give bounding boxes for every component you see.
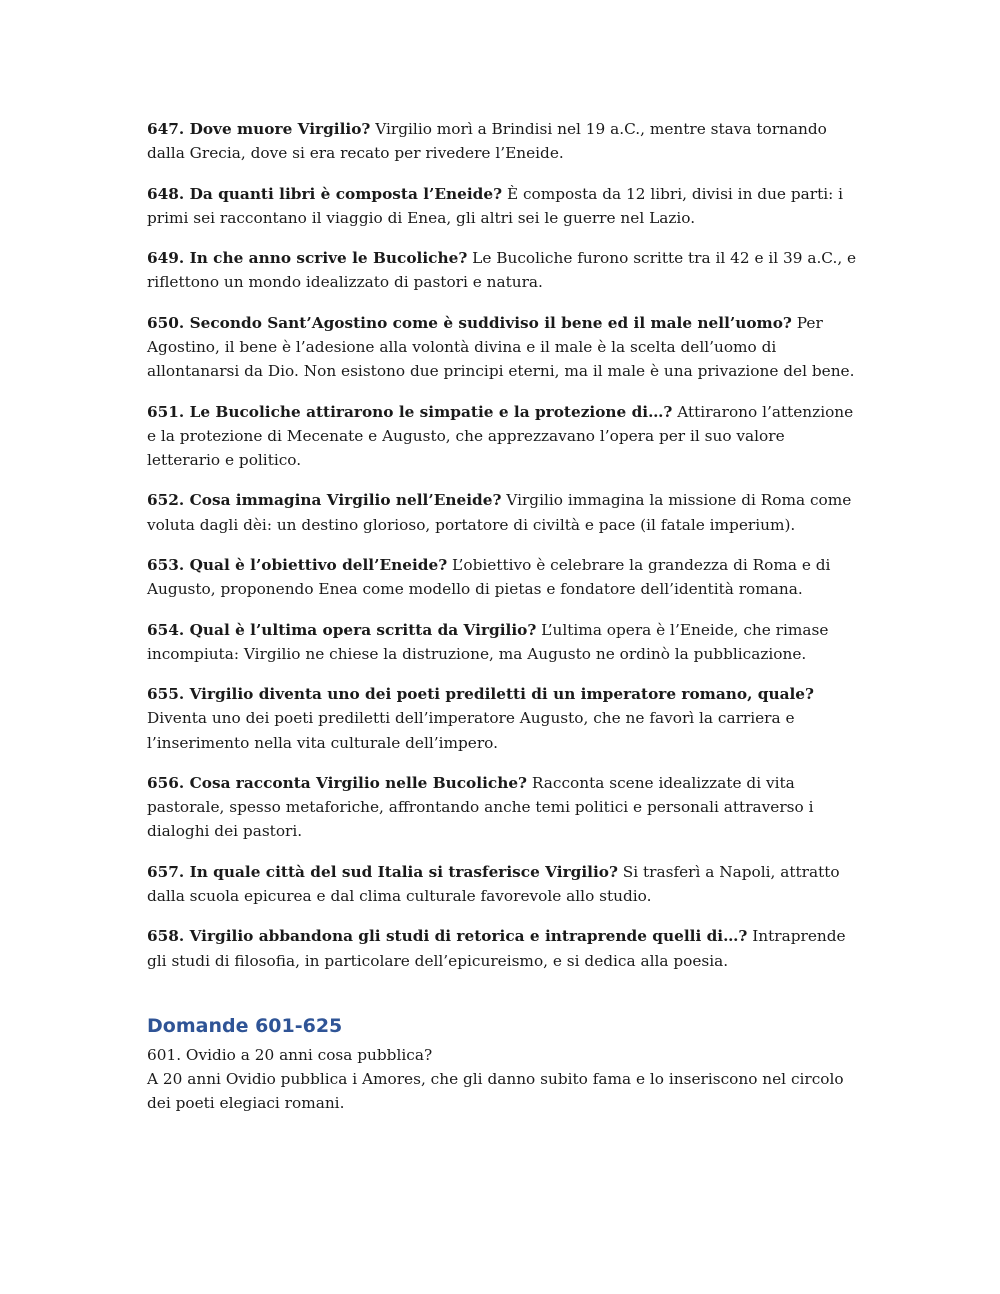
question-text: 652. Cosa immagina Virgilio nell’Eneide? xyxy=(147,491,502,510)
question-text: 648. Da quanti libri è composta l’Eneide? xyxy=(147,184,503,203)
question-text: 655. Virgilio diventa uno dei poeti prediletti di un imperatore romano, quale? xyxy=(147,685,814,704)
answer-text: Diventa uno dei poeti prediletti dell’imperatore Augusto, che ne favorì la carriera e l’inserimento nella vita culturale dell’impero. xyxy=(147,709,795,752)
answer-text: Virgilio morì a Brindisi nel 19 a.C., mentre stava tornando dalla Grecia, dove si era recato per rivedere l’Eneide. xyxy=(147,120,827,163)
question-text: 651. Le Bucoliche attirarono le simpatie e la protezione di…? xyxy=(147,402,673,421)
answer-text: L’obiettivo è celebrare la grandezza di Roma e di Augusto, proponendo Enea come modello di pietas e fondatore dell’identità romana. xyxy=(147,555,831,599)
answer-text: Si trasferì a Napoli, attratto dalla scuola epicurea e dal clima culturale favorevole allo studio. xyxy=(147,862,840,905)
qa-item xyxy=(147,400,859,473)
qa-item xyxy=(147,311,859,384)
answer-text: Attirarono l’attenzione e la protezione di Mecenate e Augusto, che apprezzavano l’opera per il suo valore letterario e politico. xyxy=(147,402,854,469)
question-text: 657. In quale città del sud Italia si trasferisce Virgilio? xyxy=(147,862,618,881)
qa-item xyxy=(147,182,859,230)
document-page xyxy=(147,117,859,1115)
qa-item xyxy=(147,924,859,972)
answer-text: Le Bucoliche furono scritte tra il 42 e il 39 a.C., e riflettono un mondo idealizzato di pastori e natura. xyxy=(147,249,857,292)
qa-item xyxy=(147,488,859,536)
qa-item xyxy=(147,246,859,294)
qa-item xyxy=(147,860,859,908)
qa-item xyxy=(147,618,859,666)
section-question: 601. Ovidio a 20 anni cosa pubblica? xyxy=(147,1045,433,1064)
question-text: 658. Virgilio abbandona gli studi di retorica e intraprende quelli di…? xyxy=(147,927,748,946)
answer-text: Intraprende gli studi di filosofia, in particolare dell’epicureismo, e si dedica alla poesia. xyxy=(147,927,846,970)
question-text: 654. Qual è l’ultima opera scritta da Virgilio? xyxy=(147,620,537,639)
question-text: 650. Secondo Sant’Agostino come è suddiviso il bene ed il male nell’uomo? xyxy=(147,313,792,332)
qa-item xyxy=(147,682,859,755)
qa-item xyxy=(147,117,859,165)
answer-text: Per Agostino, il bene è l’adesione alla volontà divina e il male è la scelta dell’uomo di allontanarsi da Dio. Non esistono due principi eterni, ma il male è una privazione del bene. xyxy=(147,313,855,381)
question-text: 653. Qual è l’obiettivo dell’Eneide? xyxy=(147,555,448,574)
answer-text: Virgilio immagina la missione di Roma come voluta dagli dèi: un destino glorioso, portatore di civiltà e pace (il fatale imperium). xyxy=(147,491,852,534)
answer-text: Racconta scene idealizzate di vita pastorale, spesso metaforiche, affrontando anche temi politici e personali attraverso i dialoghi dei pastori. xyxy=(147,773,814,841)
section-heading: Domande 601-625 xyxy=(147,1014,343,1037)
answer-text: È composta da 12 libri, divisi in due parti: i primi sei raccontano il viaggio di Enea, gli altri sei le guerre nel Lazio. xyxy=(147,184,844,227)
question-text: 647. Dove muore Virgilio? xyxy=(147,120,371,138)
question-text: 656. Cosa racconta Virgilio nelle Bucoliche? xyxy=(147,773,528,792)
answer-text: L’ultima opera è l’Eneide, che rimase incompiuta: Virgilio ne chiese la distruzione, ma Augusto ne ordinò la pubblicazione. xyxy=(147,620,829,663)
section-answer: A 20 anni Ovidio pubblica i Amores, che gli danno subito fama e lo inseriscono nel circolo dei poeti elegiaci romani. xyxy=(147,1069,844,1113)
question-text: 649. In che anno scrive le Bucoliche? xyxy=(147,249,468,268)
qa-list xyxy=(147,117,859,973)
qa-item xyxy=(147,771,859,844)
qa-item xyxy=(147,553,859,601)
